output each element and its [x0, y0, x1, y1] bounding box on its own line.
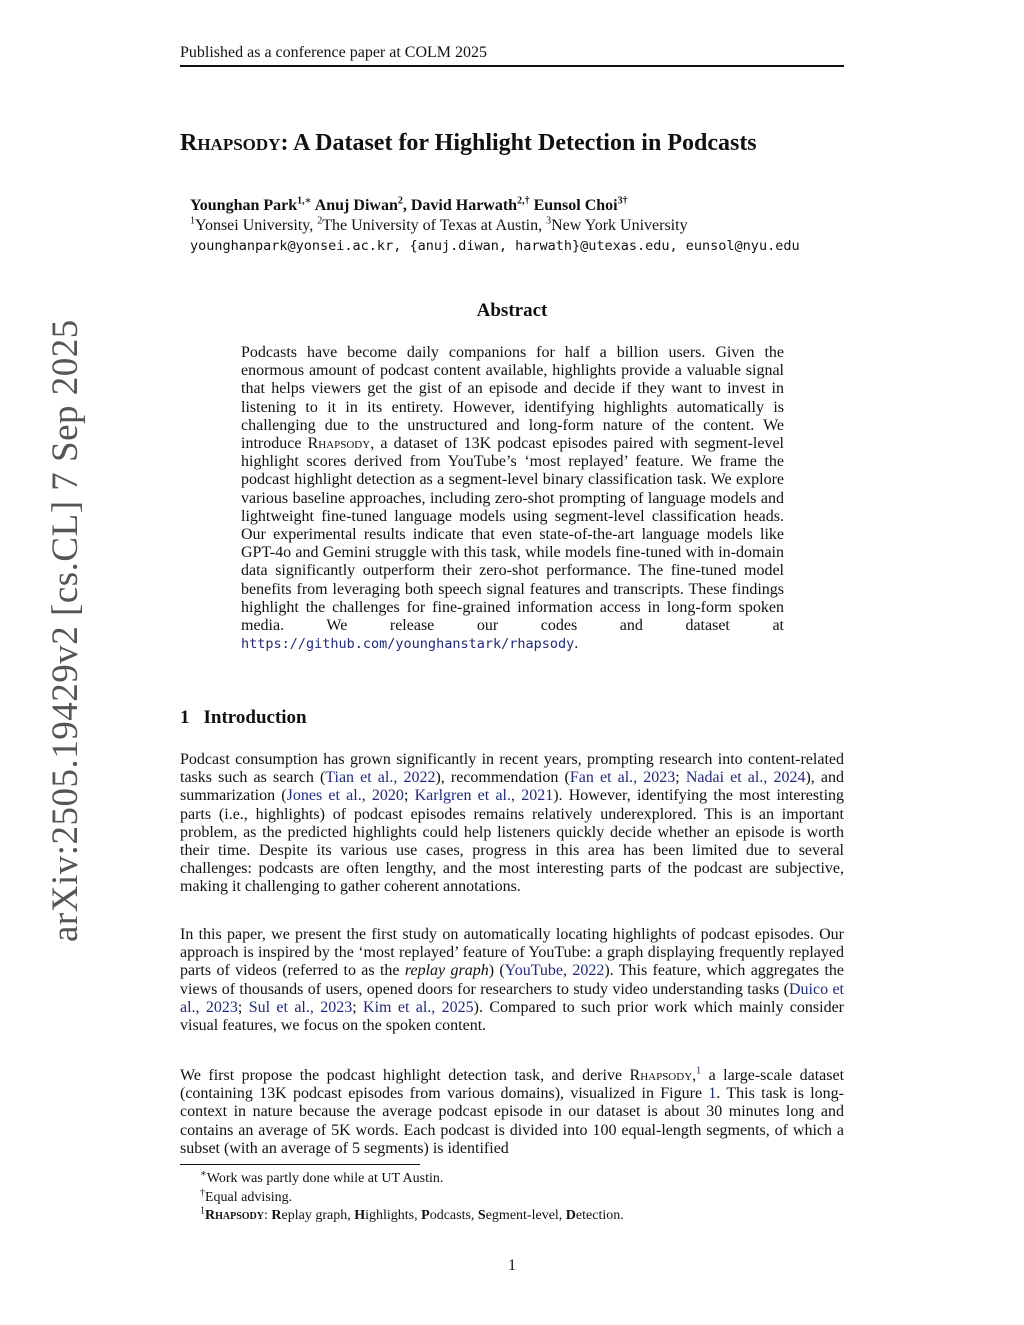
footnote-rule: [180, 1164, 420, 1165]
footnote-text: :: [264, 1208, 272, 1223]
intro-paragraph: We first propose the podcast highlight detection task, and derive Rhapsody,$^1$ a large-scale dataset (containing 13K podcast episodes from various domains), visualized in Figure 1. This task is long-context in nature because the average podcast episode in our dataset is about 30 minutes long and contains an average of 5K words. Each podcast is divided into 100 equal-length segments, of which a subset (with an average of 5 segments) is identified: [180, 1065, 845, 1157]
author-affil-mark: 3†: [617, 195, 628, 207]
acronym-letter: S: [477, 1208, 486, 1223]
paragraph-text: We first propose the podcast highlight detection task, and derive: [180, 1067, 630, 1084]
emphasis-text: replay graph: [404, 962, 489, 980]
footnote-text: odcasts,: [429, 1208, 478, 1223]
affil-mark: 1: [190, 215, 195, 227]
section-title: Introduction: [203, 707, 307, 728]
affiliation: New York University: [551, 217, 688, 234]
footnote-mark: †: [200, 1186, 205, 1198]
paragraph-text: ;: [352, 998, 364, 1016]
affiliations: [190, 216, 850, 236]
intro-paragraph: [180, 751, 844, 897]
paragraph-text: Podcast consumption has grown significantly in recent years, prompting research into content-related tasks such as search (: [180, 751, 844, 787]
paragraph-text: ). Compared to such prior work which mainly consider visual features, we focus on the spoken content.: [180, 998, 845, 1035]
figure-ref-link[interactable]: 1: [708, 1085, 717, 1103]
acronym-letter: P: [421, 1208, 430, 1223]
paragraph-text: ). However, identifying the most interesting parts (i.e., highlights) of podcast episodes remains relatively underexplored. This is an important problem, as the predicted highlights could help listeners quickly decide whether an episode is worth their time. Despite its various use cases, progress in this area has been limited due to several challenges: podcasts are often lengthy, and the most interesting parts of the podcast are subjective, making it challenging to gather coherent annotations.: [180, 787, 845, 896]
author-name: Eunsol Choi: [533, 197, 618, 214]
paragraph-text: ;: [675, 769, 686, 787]
abstract-heading: Abstract: [476, 300, 548, 321]
paragraph-text: ), recommendation (: [435, 769, 570, 787]
author-affil-mark: 2,†: [517, 195, 530, 207]
footnote-ref-link[interactable]: 1: [696, 1065, 702, 1077]
footnote-text: Equal advising.: [205, 1189, 293, 1205]
paragraph-text: ;: [403, 787, 415, 805]
citation-link[interactable]: Sul et al., 2023: [248, 998, 353, 1016]
running-header: Published as a conference paper at COLM 2025: [180, 44, 844, 67]
title-dataset-name: Rhapsody: [180, 130, 281, 156]
affil-mark: 2: [317, 215, 323, 227]
citation-link[interactable]: Nadai et al., 2024: [685, 769, 806, 787]
footnote-text: etection.: [575, 1208, 624, 1223]
affil-mark: 3: [546, 215, 552, 227]
arxiv-stamp[interactable]: arXiv:2505.19429v2 [cs.CL] 7 Sep 2025: [45, 319, 86, 942]
title-rest: : A Dataset for Highlight Detection in Podcasts: [280, 130, 757, 156]
paper-title: [180, 130, 880, 157]
author-affil-mark: 1,∗: [297, 195, 312, 207]
citation-link[interactable]: Fan et al., 2023: [569, 769, 676, 787]
citation-link[interactable]: YouTube, 2022: [504, 962, 605, 980]
author-name: David Harwath: [410, 197, 518, 214]
footnote: [200, 1170, 840, 1189]
author-emails[interactable]: younghanpark@yonsei.ac.kr, {anuj.diwan, harwath}@utexas.edu, eunsol@nyu.edu: [190, 238, 800, 254]
paragraph-text: a large-scale dataset (containing 13K podcast episodes from various domains), visualized in Figure: [180, 1067, 845, 1103]
footnotes: [200, 1170, 840, 1226]
citation-link[interactable]: Kim et al., 2025: [363, 998, 474, 1016]
paragraph-text: ) (: [488, 962, 505, 980]
paragraph-text: ). This feature, which aggregates the views of thousands of users, opened doors for researchers to study video understanding tasks (: [180, 962, 845, 998]
author-name: Younghan Park: [190, 197, 298, 214]
dataset-name: Rhapsody: [205, 1208, 265, 1223]
section-number: 1: [180, 707, 190, 728]
footnote: [200, 1186, 840, 1208]
citation-link[interactable]: Karlgren et al., 2021: [414, 787, 554, 805]
dataset-name: Rhapsody: [307, 435, 371, 453]
footnote-text: egment-level,: [485, 1208, 566, 1223]
intro-paragraph: [180, 926, 844, 1035]
footnote-text: Work was partly done while at UT Austin.: [206, 1171, 444, 1186]
acronym-letter: R: [271, 1208, 282, 1223]
author-name: Anuj Diwan: [314, 197, 398, 214]
affiliation: Yonsei University,: [195, 217, 318, 234]
citation-link[interactable]: Tian et al., 2022: [325, 769, 436, 787]
repo-link[interactable]: https://github.com/younghanstark/rhapsody: [241, 636, 575, 653]
paragraph-text: . This task is long-context in nature because the average podcast episode in our dataset is about 30 minutes long and contains an average of 5K words. Each podcast is divided into 100 equal-length segments, of which a subset (with an average of 5 segments) is identified: [180, 1085, 845, 1157]
section-heading-introduction: [180, 707, 307, 729]
paragraph-text: ), and summarization (: [180, 769, 845, 805]
acronym-letter: H: [354, 1208, 366, 1223]
footnote-text: eplay graph,: [281, 1208, 355, 1223]
acronym-letter: D: [565, 1208, 576, 1223]
abstract-body: [241, 344, 784, 653]
page-number: 1: [508, 1257, 516, 1274]
abstract-text: Podcasts have become daily companions for half a billion users. Given the enormous amount of podcast content available, highlights provide a valuable signal that helps viewers get the gist of an episode and decide if they want to invest in listening to it in its entirety. However, identifying highlights automatically is challenging due to the unstructured and long-form nature of the content. We introduce: [241, 344, 784, 453]
citation-link[interactable]: Duico et al., 2023: [180, 980, 844, 1016]
abstract-text: .: [574, 635, 579, 653]
footnote-text: ighlights,: [365, 1208, 422, 1223]
footnote: [200, 1207, 840, 1226]
paragraph-text: ;: [237, 998, 249, 1016]
affiliation: The University of Texas at Austin,: [322, 217, 547, 234]
abstract-text: , a dataset of 13K podcast episodes paired with segment-level highlight scores derived from YouTube’s ‘most replayed’ feature. We frame the podcast highlight detection as a segment-level binary classification task. We explore various baseline approaches, including zero-shot prompting of language models and lightweight fine-tuned language models using segment-level classification heads. Our experimental results indicate that even state-of-the-art language models like GPT-4o and Gemini struggle with this task, while models fine-tuned with in-domain data significantly outperform their zero-shot performance. The fine-tuned model benefits from leveraging both speech signal features and transcripts. These findings highlight the challenges for fine-grained information access in long-form spoken media. We release our codes and dataset at: [241, 435, 785, 635]
footnote-mark: ∗: [200, 1168, 207, 1180]
footnote-mark: 1: [200, 1205, 205, 1217]
author-block: [190, 196, 850, 256]
paragraph-text: In this paper, we present the first study on automatically locating highlights of podcast episodes. Our approach is inspired by the ‘most replayed’ feature of YouTube: a graph displaying frequently replayed parts of videos (referred to as the: [180, 926, 844, 980]
dataset-name: Rhapsody: [629, 1067, 693, 1084]
author-names: Younghan Park$^{1,∗}$ Anuj Diwan$^2$, David Harwath$^{2,\dagger}$ Eunsol Choi$^{3\dagger}$: [190, 195, 628, 214]
citation-link[interactable]: Jones et al., 2020: [286, 787, 404, 805]
author-affil-mark: 2: [397, 195, 403, 207]
